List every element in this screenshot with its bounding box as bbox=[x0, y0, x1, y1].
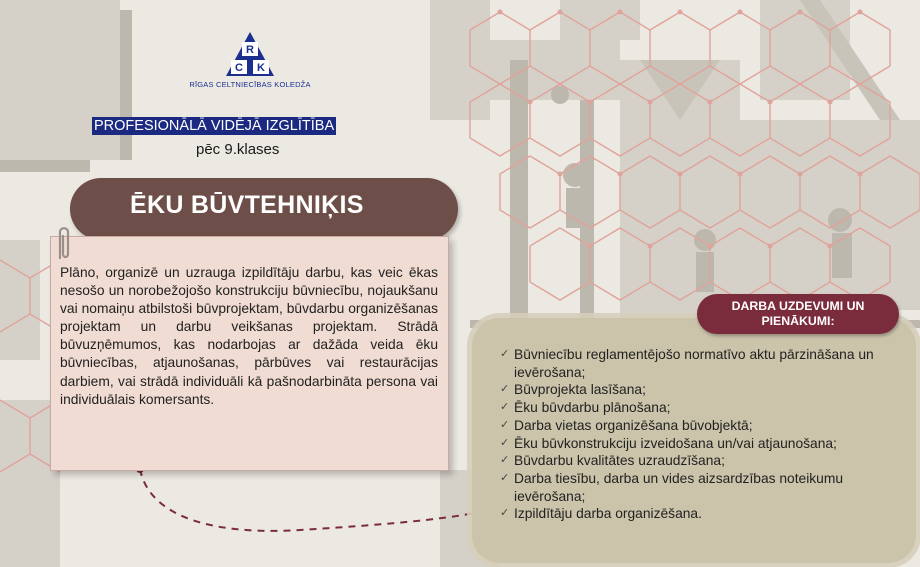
logo-triangle-icon bbox=[224, 30, 276, 78]
duties-header-label: DARBA UZDEVUMI UN PIENĀKUMI: bbox=[731, 299, 865, 328]
list-item bbox=[500, 505, 895, 523]
program-title: PROFESIONĀLĀ VIDĒJĀ IZGLĪTĪBA bbox=[94, 118, 335, 134]
paperclip-icon bbox=[52, 224, 76, 264]
check-icon: ✓ bbox=[500, 401, 510, 414]
logo-letter-c: C bbox=[235, 62, 243, 74]
list-item bbox=[500, 346, 895, 381]
college-logo bbox=[170, 30, 330, 89]
list-item bbox=[500, 470, 895, 505]
duty-text: Izpildītāju darba organizēšana. bbox=[514, 506, 702, 522]
list-item bbox=[500, 399, 895, 417]
check-icon: ✓ bbox=[500, 436, 510, 449]
profession-description: Plāno, organizē un uzrauga izpildītāju darbu, kas veic ēkas nesošo un norobežojošo konstrukciju būvniecību, nojaukšanu vai nomaiņu atbilstoši būvprojektam, būvdarbu organizēšanas projektam un darbu veikšanas projektam. Strādā būvuzņēmumos, kas nodarbojas ar dažāda veida ēku būvniecības, atjaunošanas, pārbūves vai restaurācijas darbiem, vai strādā individuāli kā pašnodarbināta persona vai individuālais komersants. bbox=[60, 265, 438, 407]
logo-letter-r: R bbox=[246, 44, 254, 56]
check-icon: ✓ bbox=[500, 454, 510, 467]
list-item bbox=[500, 435, 895, 453]
list-item bbox=[500, 417, 895, 435]
list-item bbox=[500, 381, 895, 399]
duty-text: Būvniecību reglamentējošo normatīvo aktu pārzināšana un ievērošana; bbox=[514, 347, 874, 380]
duty-text: Ēku būvkonstrukciju izveidošana un/vai atjaunošana; bbox=[514, 435, 837, 451]
duties-list bbox=[500, 346, 895, 523]
check-icon: ✓ bbox=[500, 348, 510, 360]
duty-text: Darba vietas organizēšana būvobjektā; bbox=[514, 417, 753, 433]
check-icon: ✓ bbox=[500, 418, 510, 431]
check-icon: ✓ bbox=[500, 471, 510, 484]
duty-text: Ēku būvdarbu plānošana; bbox=[514, 400, 671, 416]
logo-letter-k: K bbox=[257, 62, 265, 74]
list-item bbox=[500, 452, 895, 470]
profession-title: ĒKU BŪVTEHNIĶIS bbox=[130, 191, 364, 219]
college-name: RĪGAS CELTNIECĪBAS KOLEDŽA bbox=[189, 80, 311, 89]
duty-text: Būvdarbu kvalitātes uzraudzīšana; bbox=[514, 453, 725, 469]
check-icon: ✓ bbox=[500, 383, 510, 396]
program-subtitle: pēc 9.klases bbox=[196, 141, 280, 158]
check-icon: ✓ bbox=[500, 507, 510, 520]
duty-text: Būvprojekta lasīšana; bbox=[514, 382, 646, 398]
duty-text: Darba tiesību, darba un vides aizsardzības noteikumu ievērošana; bbox=[514, 470, 844, 504]
duties-header bbox=[697, 294, 899, 334]
